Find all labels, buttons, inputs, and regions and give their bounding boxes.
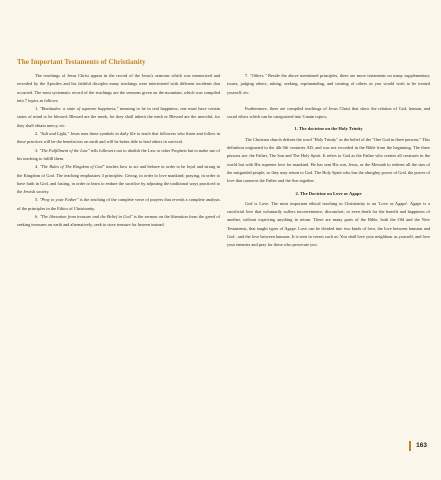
topic-others: 7. "Others." Beside the above mentioned principles, there are more testaments on many supplementary issues, judging others, asking, seeking, reprimanding, and treating of others as you would wish to be treated yourself, etc. [227,73,430,95]
topic-liberation-from-treasure: 6. "The liberation from treasure and the Belief in God" is the sermon on the liberation from the greed of seeking treasures on earth and alternatively, seek to store treasure for heaven instead. [17,214,221,228]
topic-rules-of-kingdom: 4. "The Rules of The Kingdom of God" teaches how to act and behave in order to be loyal and strong in the Kingdom of God. The teaching emphasizes 3 principles: Giving, in order to love mankind; praying, in order to have faith in God, and fasting, in order to learn to endure the sacrifice by adjusting the traditional ways practiced to the Jewish society. [17,164,221,195]
holy-trinity-paragraph: The Christian church defines the word "Holy Trinity" as the belief of the "One God in three persons." This definition originated in the 4th-5th centuries AD, and was not recorded in the Bible from the beginning. The three persons are: the Father, The Son and The Holy Spirit. It refers to God as the Father who creates all creatures in the world but with His supreme love for mankind. He has sent His son, Jesus, as the Messiah to redeem all the sins of the misguided people, so they may return to God. The Holy Spirit who has the almighty power of God, the power of love that connects the Father and the Son together. [227,136,430,184]
love-agape-paragraph: God is Love. The most important ethical teaching in Christianity is on 'Love or Agape'. Agape is a sacrificial love that voluntarily suffers inconvenience, discomfort, or even death for the benefit and happiness of another, without expecting anything in return. There are many parts of the Bible, both the Old and the New Testaments, that taught types of Agape. Love can be divided into two kinds of love, the love between humans and God , and the love between humans. It is seen in verses such as: You shall love your neighbour as yourself, and love your enemies and pray for those who persecute you. [227,200,430,248]
love-agape-heading: 2. The Doctrine on Love or Agape [295,190,362,196]
left-column [17,72,220,230]
holy-trinity-heading: 1. The doctrine on the Holy Trinity [294,126,363,132]
page-title: The Important Testaments of Christianity [17,58,146,66]
topic-pray-to-father: 5. "Pray to your Father" is the teaching of the complete verse of prayers that reveals a complete analysis of the principles in the Ethics of Christianity. [17,197,220,211]
topic-salt-and-light: 2. "Salt and Light," Jesus uses these symbols in daily life to teach that followers who listen and follow in these practices will be the benefactors on earth and will be better able to lead others in survival. [17,131,221,145]
topic-fulfillment-of-law: 3. "The Fulfillment of the Law" tells followers not to abolish the Law or other Prophets but to make use of his teaching to fulfill them. [17,147,220,161]
compiled-teachings-paragraph: Furthermore, there are compiled teachings of Jesus Christ that show the relation of God, human, and social ethics which can be categorized into 3 main topics; [227,105,430,120]
page-number: 163 [409,441,427,451]
intro-paragraph: The teachings of Jesus Christ appear in the record of the Jesus's sermons which was memorized and recorded by the Apostles and his faithful disciples many teachings were intertwined with different incidents that occurred. The most systematic record of the teachings are the sermons given on the mountain, which was compiled into 7 topics as follows; [17,73,220,103]
right-column [227,72,430,250]
topic-beatitudes: 1. "Beatitudes: a state of supreme happiness," meaning to be in real happiness, one must have certain states of mind to be blessed: Blessed are the meek, for they shall inherit the earth or Blessed are the merciful, for they shall obtain mercy, etc. [17,106,220,128]
